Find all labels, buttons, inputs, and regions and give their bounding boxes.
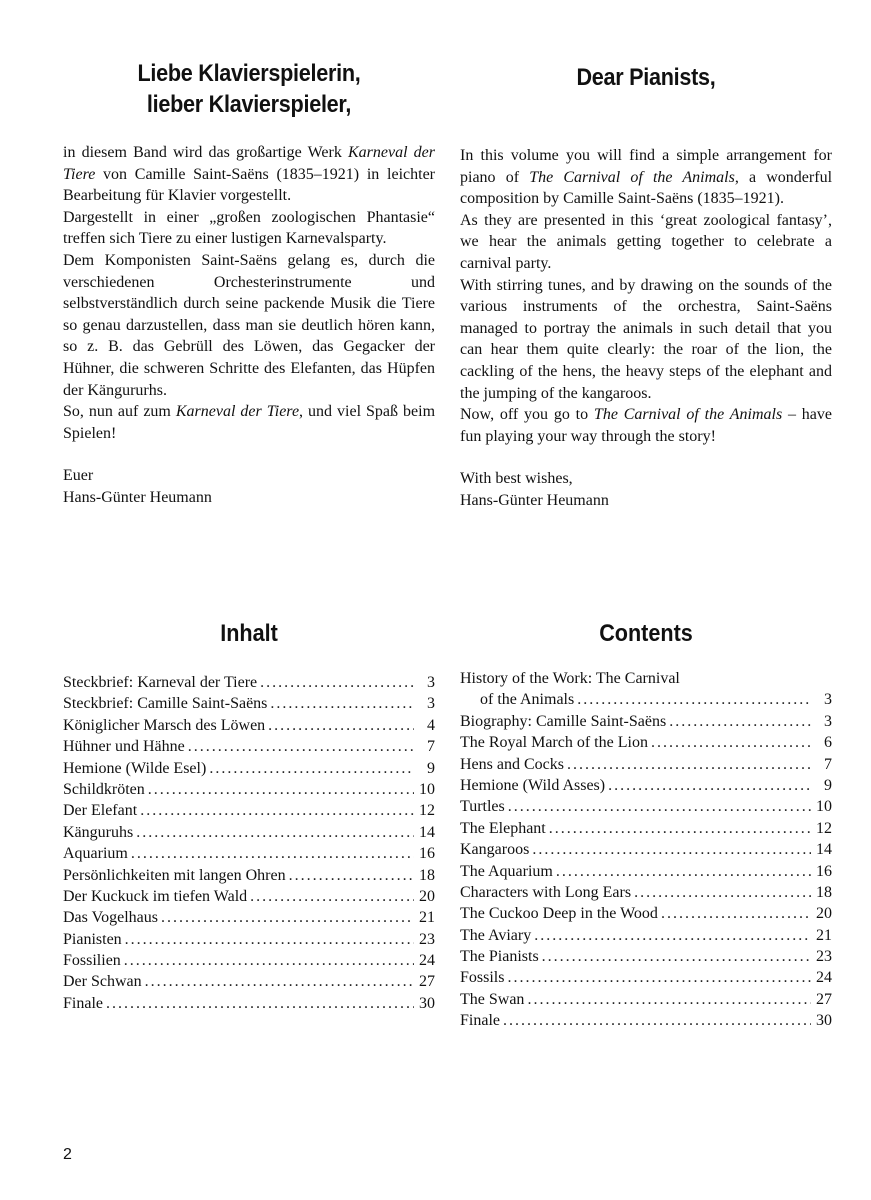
german-p1-text-b: von Camille Saint-Saëns (1835–1921) in leichter Bearbeitung für Klavier vorgestellt. bbox=[63, 165, 435, 205]
dot-leader bbox=[661, 903, 811, 924]
toc-entry-title: Schildkröten bbox=[63, 780, 145, 798]
toc-entry-page: 18 bbox=[816, 883, 832, 901]
toc-entry-page: 23 bbox=[419, 930, 435, 948]
dot-leader bbox=[669, 711, 811, 732]
german-paragraph-3: Dem Komponisten Saint-Saëns gelang es, durch die verschiedenen Orchesterinstrumente und selbstverständlich durch seine packende Musik die Tiere so genau darzustellen, dass man sie deutlich hören kann, so z. B. das Gebrüll des Löwen, das Gegacker der Hühner, die schweren Schritte des Elefanten, das Hüpfen der Kängururhs. bbox=[63, 251, 435, 399]
toc-entry-history-line1[interactable] bbox=[460, 668, 832, 689]
toc-entry-title: Steckbrief: Camille Saint-Saëns bbox=[63, 695, 268, 713]
toc-entry-title: Steckbrief: Karneval der Tiere bbox=[63, 674, 258, 691]
toc-entry-page: 3 bbox=[824, 691, 832, 709]
toc-entry-page: 3 bbox=[427, 695, 435, 713]
toc-entry[interactable] bbox=[63, 672, 435, 693]
toc-entry-page: 7 bbox=[824, 755, 832, 773]
dot-leader bbox=[527, 989, 811, 1010]
toc-entry-page: 14 bbox=[419, 823, 435, 841]
toc-entry-title: Känguruhs bbox=[63, 823, 134, 841]
german-p1-text-a: in diesem Band wird das großartige Werk bbox=[63, 144, 348, 161]
dot-leader bbox=[289, 865, 414, 886]
toc-entry[interactable] bbox=[460, 967, 832, 988]
german-greeting-line1: Liebe Klavierspielerin, bbox=[137, 60, 361, 87]
toc-entry[interactable] bbox=[63, 950, 435, 971]
toc-entry-page: 30 bbox=[419, 994, 435, 1012]
toc-entry-page: 27 bbox=[816, 990, 832, 1008]
toc-entry-page: 21 bbox=[419, 909, 435, 927]
dot-leader bbox=[507, 967, 811, 988]
toc-entry-page: 10 bbox=[419, 780, 435, 798]
toc-entry-title: Turtles bbox=[460, 798, 505, 816]
toc-entry[interactable] bbox=[460, 732, 832, 753]
dot-leader bbox=[634, 882, 811, 903]
toc-entry-page: 12 bbox=[816, 819, 832, 837]
german-p4-text-a: So, nun auf zum bbox=[63, 403, 176, 421]
toc-entry-title: Hens and Cocks bbox=[460, 755, 564, 773]
toc-entry[interactable] bbox=[460, 754, 832, 775]
inhalt-title: Inhalt bbox=[220, 620, 278, 647]
toc-entry[interactable] bbox=[460, 861, 832, 882]
english-p4-italic: The Carnival of the Animals bbox=[593, 406, 783, 424]
page-number: 2 bbox=[63, 1146, 72, 1163]
toc-entry[interactable] bbox=[63, 758, 435, 779]
english-p1-text-b: , a wonderful composition by Camille Saint-Saëns (1835–1921). bbox=[460, 168, 833, 208]
dot-leader bbox=[131, 843, 414, 864]
german-paragraph-1 bbox=[63, 142, 435, 207]
dot-leader bbox=[268, 715, 414, 736]
dot-leader bbox=[556, 861, 811, 882]
toc-entry[interactable] bbox=[460, 839, 832, 860]
german-paragraph-4 bbox=[63, 401, 435, 444]
german-signature: Hans-Günter Heumann bbox=[63, 488, 212, 506]
toc-entry[interactable] bbox=[63, 822, 435, 843]
german-p1-italic: Karneval der Tiere bbox=[63, 144, 436, 183]
toc-entry[interactable] bbox=[63, 886, 435, 907]
german-p4-text-b: , und viel Spaß beim Spielen! bbox=[63, 403, 436, 442]
dot-leader bbox=[534, 925, 811, 946]
toc-entry-title: The Swan bbox=[460, 990, 525, 1008]
dot-leader bbox=[145, 971, 414, 992]
toc-entry-title: Finale bbox=[460, 1012, 500, 1030]
toc-entry-title: The Aviary bbox=[460, 926, 532, 944]
english-paragraph-2: As they are presented in this ‘great zoological fantasy’, we hear the animals getting together to celebrate a carnival party. bbox=[460, 211, 832, 272]
toc-entry-page: 20 bbox=[419, 887, 435, 905]
toc-entry-title: History of the Work: The Carnival bbox=[460, 670, 680, 687]
toc-entry-title: Pianisten bbox=[63, 930, 122, 948]
toc-entry-page: 16 bbox=[816, 862, 832, 880]
toc-entry-title: Hühner und Hähne bbox=[63, 738, 185, 756]
contents-title: Contents bbox=[599, 620, 693, 647]
toc-entry-title: Der Elefant bbox=[63, 802, 138, 820]
toc-entry[interactable] bbox=[63, 971, 435, 992]
toc-entry-title: Fossils bbox=[460, 969, 505, 987]
toc-entry[interactable] bbox=[63, 736, 435, 757]
dot-leader bbox=[567, 754, 811, 775]
english-greeting: Dear Pianists, bbox=[576, 64, 716, 91]
toc-entry-page: 20 bbox=[816, 905, 832, 923]
toc-entry[interactable] bbox=[63, 929, 435, 950]
toc-entry-title: Fossilien bbox=[63, 952, 121, 970]
german-paragraph-2: Dargestellt in einer „großen zoologischen Phantasie“ treffen sich Tiere zu einer lustigen Karnevalsparty. bbox=[63, 208, 435, 248]
toc-entry[interactable] bbox=[460, 903, 832, 924]
toc-entry-page: 6 bbox=[824, 734, 832, 752]
english-p4-text-a: Now, off you go to bbox=[460, 406, 594, 424]
toc-entry[interactable] bbox=[63, 993, 435, 1014]
english-paragraph-3: With stirring tunes, and by drawing on the sounds of the various instruments of the orchestra, Saint-Saëns managed to portray the animals in such detail that you can hear them quite clearly: the roar of the lion, the cackling of the hens, the heavy steps of the elephant and the jumping of the kangaroos. bbox=[460, 276, 832, 402]
toc-entry[interactable] bbox=[460, 818, 832, 839]
toc-entry-title: Das Vogelhaus bbox=[63, 909, 158, 927]
toc-entry-page: 16 bbox=[419, 845, 435, 863]
toc-entry-title: Finale bbox=[63, 994, 103, 1012]
toc-entry-title: Der Schwan bbox=[63, 973, 142, 991]
dot-leader bbox=[161, 907, 414, 928]
contents-list bbox=[460, 668, 832, 1032]
toc-entry-title: The Pianists bbox=[460, 948, 539, 966]
dot-leader bbox=[124, 950, 414, 971]
toc-entry-title: Kangaroos bbox=[460, 841, 530, 859]
dot-leader bbox=[270, 693, 414, 714]
toc-entry-title: The Cuckoo Deep in the Wood bbox=[460, 905, 658, 923]
dot-leader bbox=[260, 672, 414, 693]
dot-leader bbox=[250, 886, 414, 907]
toc-entry-page: 7 bbox=[427, 738, 435, 756]
toc-entry-page: 3 bbox=[427, 674, 435, 691]
toc-entry-page: 18 bbox=[419, 866, 435, 884]
toc-entry-page: 24 bbox=[816, 969, 832, 987]
toc-entry-page: 10 bbox=[816, 798, 832, 816]
toc-entry-title: The Elephant bbox=[460, 819, 546, 837]
toc-entry[interactable] bbox=[63, 800, 435, 821]
toc-entry[interactable] bbox=[63, 779, 435, 800]
toc-entry-title: The Royal March of the Lion bbox=[460, 734, 648, 752]
toc-entry-title: of the Animals bbox=[480, 691, 575, 709]
toc-entry-page: 4 bbox=[427, 716, 435, 734]
dot-leader bbox=[542, 946, 811, 967]
toc-entry-title: Königlicher Marsch des Löwen bbox=[63, 716, 266, 734]
english-letter bbox=[460, 62, 832, 512]
toc-entry[interactable] bbox=[460, 711, 832, 732]
toc-entry-page: 9 bbox=[427, 759, 435, 777]
dot-leader bbox=[148, 779, 414, 800]
dot-leader bbox=[106, 993, 414, 1014]
toc-entry-page: 27 bbox=[419, 973, 435, 991]
german-p4-italic: Karneval der Tiere bbox=[175, 403, 300, 421]
toc-entry-page: 23 bbox=[816, 948, 832, 966]
toc-entry[interactable] bbox=[460, 925, 832, 946]
toc-entry[interactable] bbox=[63, 865, 435, 886]
toc-entry[interactable] bbox=[63, 907, 435, 928]
dot-leader bbox=[508, 796, 811, 817]
english-closing: With best wishes, bbox=[460, 470, 573, 488]
inhalt-list bbox=[63, 672, 435, 1014]
toc-entry-title: Characters with Long Ears bbox=[460, 883, 632, 901]
dot-leader bbox=[188, 736, 414, 757]
toc-entry-title: Persönlichkeiten mit langen Ohren bbox=[63, 866, 286, 884]
toc-entry-page: 21 bbox=[816, 926, 832, 944]
toc-entry-page: 30 bbox=[816, 1012, 832, 1030]
toc-entry-page: 9 bbox=[824, 776, 832, 794]
toc-entry[interactable] bbox=[460, 946, 832, 967]
toc-entry[interactable] bbox=[63, 693, 435, 714]
toc-entry[interactable] bbox=[460, 796, 832, 817]
toc-entry[interactable] bbox=[460, 882, 832, 903]
toc-entry-page: 24 bbox=[419, 952, 435, 970]
english-p1-text-a: In this volume you will find a simple arrangement for piano of bbox=[460, 147, 832, 186]
english-signature: Hans-Günter Heumann bbox=[460, 491, 609, 509]
dot-leader bbox=[136, 822, 414, 843]
toc-entry-title: Biography: Camille Saint-Saëns bbox=[460, 712, 667, 730]
toc-entry-title: Aquarium bbox=[63, 845, 128, 863]
english-p4-text-b: – have fun playing your way through the story! bbox=[460, 406, 833, 445]
english-paragraph-4 bbox=[460, 404, 832, 447]
english-paragraph-1 bbox=[460, 145, 832, 210]
toc-entry-page: 14 bbox=[816, 841, 832, 859]
toc-entry-page: 12 bbox=[419, 802, 435, 820]
english-p1-italic: The Carnival of the Animals bbox=[529, 168, 735, 186]
dot-leader bbox=[140, 800, 414, 821]
toc-entry-page: 3 bbox=[824, 712, 832, 730]
german-closing: Euer bbox=[63, 467, 94, 485]
toc-entry-title: The Aquarium bbox=[460, 862, 553, 880]
toc-entry-title: Hemione (Wilde Esel) bbox=[63, 759, 207, 777]
dot-leader bbox=[503, 1010, 811, 1031]
toc-entry[interactable] bbox=[460, 775, 832, 796]
german-greeting bbox=[82, 58, 417, 120]
toc-entry[interactable] bbox=[460, 989, 832, 1010]
toc-entry[interactable] bbox=[460, 1010, 832, 1031]
german-letter bbox=[63, 58, 435, 509]
dot-leader bbox=[651, 732, 811, 753]
dot-leader bbox=[577, 689, 811, 710]
dot-leader bbox=[209, 758, 414, 779]
toc-entry-title: Hemione (Wild Asses) bbox=[460, 776, 606, 794]
dot-leader bbox=[125, 929, 414, 950]
dot-leader bbox=[549, 818, 811, 839]
dot-leader bbox=[532, 839, 811, 860]
toc-entry[interactable] bbox=[63, 843, 435, 864]
german-greeting-line2: lieber Klavierspieler, bbox=[146, 91, 352, 118]
toc-entry-title: Der Kuckuck im tiefen Wald bbox=[63, 887, 248, 905]
dot-leader bbox=[608, 775, 811, 796]
toc-entry-history-line2[interactable] bbox=[460, 689, 832, 710]
toc-entry[interactable] bbox=[63, 715, 435, 736]
